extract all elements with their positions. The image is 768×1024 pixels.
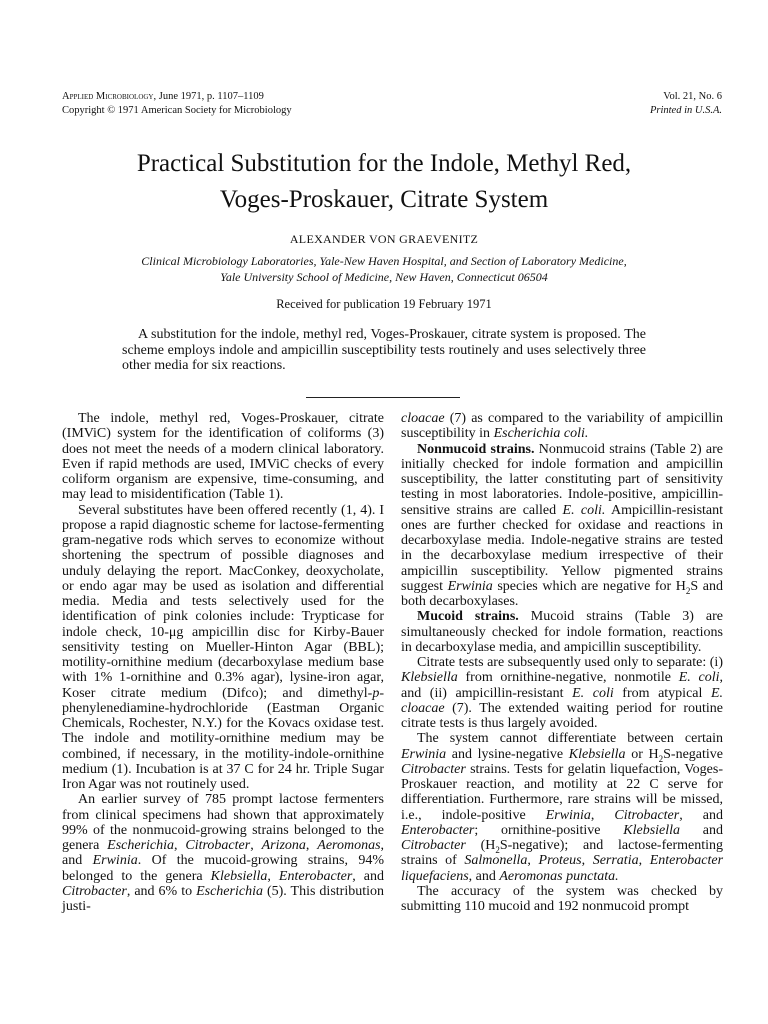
title-line-2: Voges-Proskauer, Citrate System xyxy=(219,186,549,213)
journal-name: Applied Microbiology xyxy=(62,91,154,102)
paragraph-continuation: cloacae (7) as compared to the variability of ampicillin susceptibility in Escherichia coli. xyxy=(401,411,723,442)
paragraph-accuracy: The accuracy of the system was checked by submitting 110 mucoid and 192 nonmucoid prompt xyxy=(401,883,723,914)
received-date: Received for publication 19 February 1971 xyxy=(276,297,492,311)
affiliation-line-2: Yale University School of Medicine, New Haven, Connecticut 06504 xyxy=(220,270,548,284)
author-affiliation xyxy=(40,253,728,285)
paragraph-mucoid: Mucoid strains. Mucoid strains (Table 3) are simultaneously checked for indole formation, reactions in decarboxylase media, and ampicillin susceptibility. xyxy=(401,609,723,655)
paragraph-nonmucoid: Nonmucoid strains. Nonmucoid strains (Table 2) are initially checked for indole formation and ampicillin susceptibility, the latter constituting part of sensitivity testing in most laboratories. Indole-positive, ampicillin-sensitive strains are called E. coli. Ampicillin-resistant ones are further checked for oxidase and reactions in decarboxylase media. Indole-negative strains are tested in the decarboxylase medium irrespective of their ampicillin susceptibility. Yellow pigmented strains suggest Erwinia species which are negative for $H_2S$ and both decarboxylases. xyxy=(401,441,724,609)
journal-citation-line xyxy=(62,90,292,104)
volume-number: Vol. 21, No. 6 xyxy=(663,91,722,102)
paragraph-intro: The indole, methyl red, Voges-Proskauer, citrate (IMViC) system for the identification of coliforms (3) does not meet the needs of a modern clinical laboratory. Even if rapid methods are used, IMViC checks of every coliform organism are expensive, time-consuming, and may lead to misidentification (Table 1). xyxy=(62,411,384,503)
volume-header xyxy=(650,90,722,118)
abstract: A substitution for the indole, methyl red, Voges-Proskauer, citrate system is proposed. The scheme employs indole and ampicillin susceptibility tests routinely and uses selectively three other media for six reactions. xyxy=(122,327,646,373)
journal-header xyxy=(62,90,292,118)
paragraph-survey: An earlier survey of 785 prompt lactose fermenters from clinical specimens had shown that approximately 99% of the nonmucoid-growing strains belonged to the genera Escherichia, Citrobacter, Arizona, Aeromonas, and Erwinia. Of the mucoid-growing strains, 94% belonged to the genera Klebsiella, Enterobacter, and Citrobacter, and 6% to Escherichia (5). This distribution justi- xyxy=(62,792,385,914)
printed-in: Printed in U.S.A. xyxy=(649,105,722,116)
nonmucoid-heading: Nonmucoid strains. xyxy=(417,441,535,457)
paragraph-citrate: Citrate tests are subsequently used only to separate: (i) Klebsiella from ornithine-negative, nonmotile E. coli, and (ii) ampicillin-resistant E. coli from atypical E. cloacae (7). The extended waiting period for routine citrate tests is thus largely avoided. xyxy=(401,655,724,731)
journal-citation: , June 1971, p. 1107–1109 xyxy=(153,91,264,102)
right-column xyxy=(401,411,723,914)
article-title xyxy=(40,146,728,218)
mucoid-heading: Mucoid strains. xyxy=(417,609,519,625)
left-column xyxy=(62,411,384,914)
paragraph-limitations: The system cannot differentiate between certain Erwinia and lysine-negative Klebsiella or $H_2S$-negative Citrobacter strains. Tests for gelatin liquefaction, Voges-Proskauer reaction, and motility at 22 C serve for differentiation. Furthermore, rare strains will be missed, i.e., indole-positive Erwinia, Citrobacter, and Enterobacter; ornithine-positive Klebsiella and Citrobacter $(H_2S-negative)$; and lactose-fermenting strains of Salmonella, Proteus, Serratia, Enterobacter liquefaciens, and Aeromonas punctata. xyxy=(401,731,724,884)
title-line-1: Practical Substitution for the Indole, Methyl Red, xyxy=(136,150,632,177)
section-divider xyxy=(306,397,460,398)
copyright-line: Copyright © 1971 American Society for Microbiology xyxy=(62,105,292,116)
paragraph-substitutes: Several substitutes have been offered recently (1, 4). I propose a rapid diagnostic scheme for lactose-fermenting gram-negative rods which serves to economize without shortening the spectrum of possible diagnoses and unduly delaying the report. MacConkey, deoxycholate, or endo agar may be used as isolation and differential media. Media and tests selectively used for the identification of pink colonies include: Trypticase for indole check, 10-μg ampicillin disc for Kirby-Bauer sensitivity testing on Mueller-Hinton Agar (BBL); motility-ornithine medium (decarboxylase medium base with 1% 1-ornithine and 0.3% agar), lysine-iron agar, Koser citrate medium (Difco); and dimethyl-p-phenylenediamine-hydrochloride (Eastman Organic Chemicals, Rochester, N.Y.) for the Kovacs oxidase test. The indole and motility-ornithine medium may be combined, if necessary, in the motility-indole-ornithine medium (1). Incubation is at 37 C for 24 hr. Triple Sugar Iron Agar was not routinely used. xyxy=(62,502,384,792)
affiliation-line-1: Clinical Microbiology Laboratories, Yale-New Haven Hospital, and Section of Laboratory Medicine, xyxy=(141,254,627,268)
author-name: ALEXANDER VON GRAEVENITZ xyxy=(289,232,479,246)
